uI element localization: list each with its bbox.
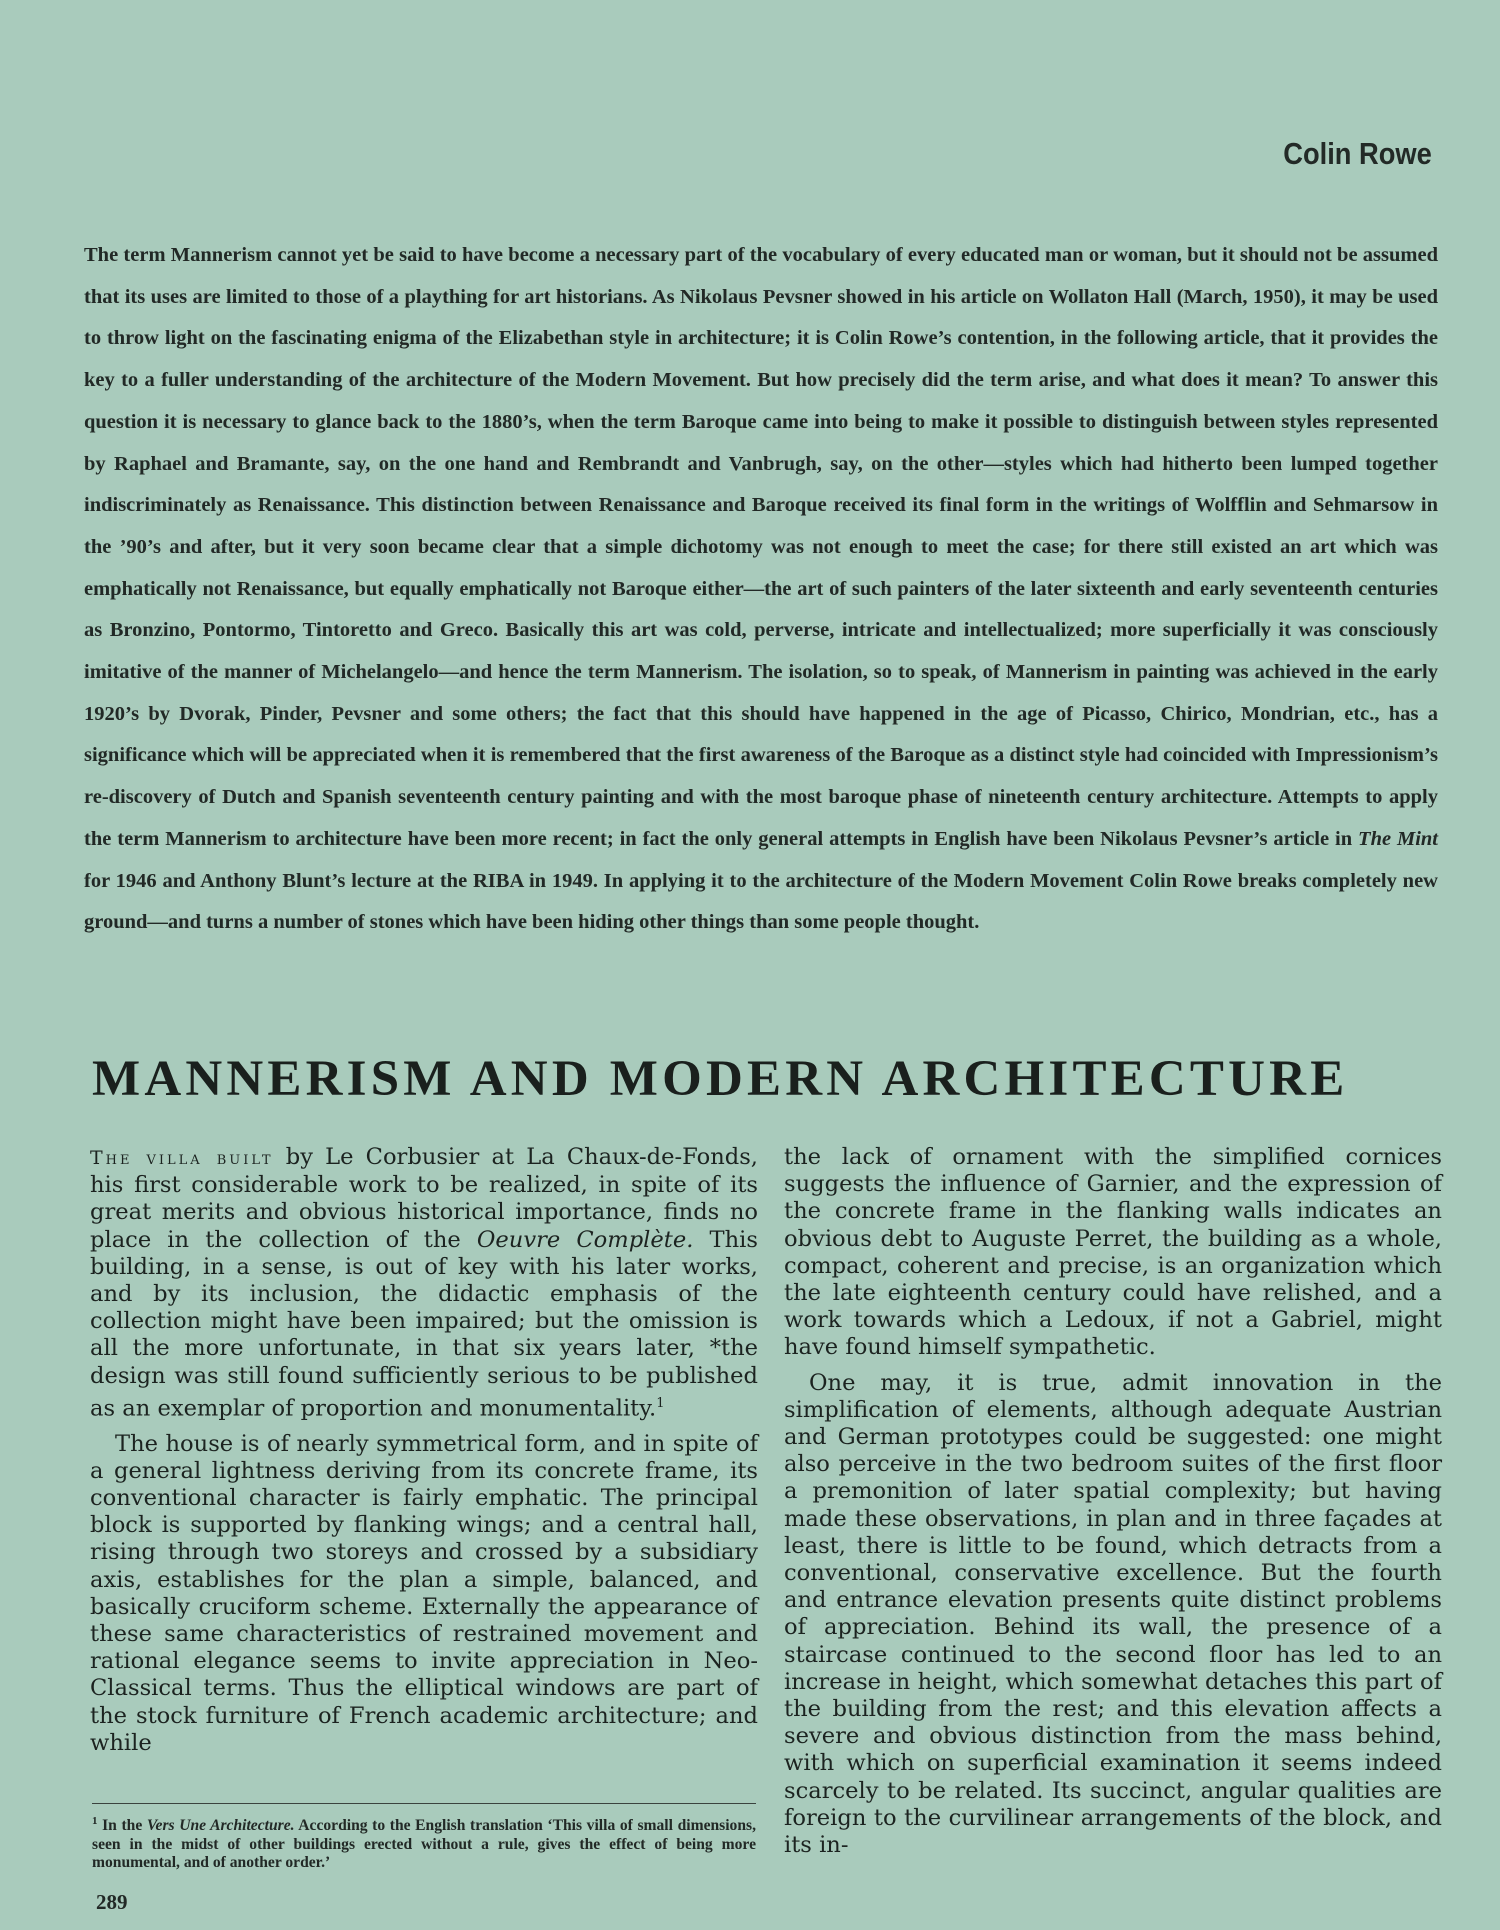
journal-title: The Mint xyxy=(1358,827,1439,850)
right-paragraph-1: the lack of ornament with the simplified cornices suggests the influence of Garnier, and the expression of the concrete frame in the flanking walls indicates an obvious debt to Auguste Perret, the building as a whole, compact, coherent and precise, is an organization which the late eighteenth century could have relished, and a work towards which a Ledoux, if not a Gabriel, might have found himself sympathetic. xyxy=(784,1144,1442,1361)
left-paragraph-1 xyxy=(90,1144,758,1423)
footnote-text: According to the English translation ‘This villa of small dimensions, seen in the midst of other buildings erected without a rule, gives the effect of being more monumental, and of another order.’ xyxy=(92,1817,756,1872)
intro-text-2: for 1946 and Anthony Blunt’s lecture at the RIBA in 1949. In applying it to the architecture of the Modern Movement Colin Rowe breaks completely new ground—and turns a number of stones which have been hiding other things than some people thought. xyxy=(84,869,1438,934)
intro-text-1: The term Mannerism cannot yet be said to have become a necessary part of the vocabulary of every educated man or woman, but it should not be assumed that its uses are limited to those of a plaything for art historians. As Nikolaus Pevsner showed in his article on Wollaton Hall (March, 1950), it may be used to throw light on the fascinating enigma of the Elizabethan style in architecture; it is Colin Rowe’s contention, in the following article, that it provides the key to a fuller understanding of the architecture of the Modern Movement. But how precisely did the term arise, and what does it mean? To answer this question it is necessary to glance back to the 1880’s, when the term Baroque came into being to make it possible to distinguish between styles represented by Raphael and Bramante, say, on the one hand and Rembrandt and Vanbrugh, say, on the other—styles which had hitherto been lumped together indiscriminately as Renaissance. This distinction between Renaissance and Baroque received its final form in the writings of Wolfflin and Sehmarsow in the ’90’s and after, but it very soon became clear that a simple dichotomy was not enough to meet the case; for there still existed an art which was emphatically not Renaissance, but equally emphatically not Baroque either—the art of such painters of the later sixteenth and early seventeenth centuries as Bronzino, Pontormo, Tintoretto and Greco. Basically this art was cold, perverse, intricate and intellectualized; more superficially it was consciously imitative of the manner of Michelangelo—and hence the term Mannerism. The isolation, so to speak, of Mannerism in painting was achieved in the early 1920’s by Dvorak, Pinder, Pevsner and some others; the fact that this should have happened in the age of Picasso, Chirico, Mondrian, etc., has a significance which will be appreciated when it is remembered that the first awareness of the Baroque as a distinct style had coincided with Impressionism’s re-discovery of Dutch and Spanish seventeenth century painting and with the most baroque phase of nineteenth century architecture. Attempts to apply the term Mannerism to architecture have been more recent; in fact the only general attempts in English have been Nikolaus Pevsner’s article in xyxy=(84,244,1438,850)
footnote-book: Vers Une Architecture. xyxy=(146,1817,295,1835)
page-number: 289 xyxy=(96,1890,128,1914)
footnote-pre: In the xyxy=(102,1817,143,1835)
intro-paragraph xyxy=(84,235,1438,944)
author-name: Colin Rowe xyxy=(1283,136,1432,171)
left-paragraph-2: The house is of nearly symmetrical form, and in spite of a general lightness deriving from its concrete frame, its conventional character is fairly emphatic. The principal block is supported by flanking wings; and a central hall, rising through two storeys and crossed by a subsidiary axis, establishes for the plan a simple, balanced, and basically cruciform scheme. Externally the appearance of these same characteristics of restrained movement and rational elegance seems to invite appreciation in Neo-Classical terms. Thus the elliptical windows are part of the stock furniture of French academic architecture; and while xyxy=(90,1430,758,1756)
column-right xyxy=(784,1144,1442,1859)
oeuvre-title: Oeuvre Complète. xyxy=(476,1226,694,1253)
footnote-divider xyxy=(92,1803,756,1804)
left-p1-text-b: This building, in a sense, is out of key with his later works, and by its inclusion, the didactic emphasis of the collection might have been impaired; but the omission is all the more unfortunate, in that six years later, *the design was still found sufficiently serious to be published as an exemplar of proportion and monumentality. xyxy=(90,1226,758,1422)
left-p1-text-a: by Le Corbusier at La Chaux-de-Fonds, his first considerable work to be realized, in spite of its great merits and obvious historical importance, finds no place in the collection of the xyxy=(90,1144,758,1253)
right-paragraph-2: One may, it is true, admit innovation in the simplification of elements, although adequate Austrian and German prototypes could be suggested: one might also perceive in the two bedroom suites of the first floor a premonition of later spatial complexity; but having made these observations, in plan and in three façades at least, there is little to be found, which detracts from a conventional, conservative excellence. But the fourth and entrance elevation presents quite distinct problems of appreciation. Behind its wall, the presence of a staircase continued to the second floor has led to an increase in height, which somewhat detaches this part of the building from the rest; and this elevation affects a severe and obvious distinction from the mass behind, with which on superficial examination it seems indeed scarcely to be related. Its succinct, angular qualities are foreign to the curvilinear arrangements of the block, and its in- xyxy=(784,1369,1442,1859)
footnote xyxy=(92,1812,756,1873)
lead-in: The villa built xyxy=(90,1147,274,1169)
article-title: MANNERISM AND MODERN ARCHITECTURE xyxy=(92,1051,1349,1107)
column-left xyxy=(90,1144,758,1757)
footnote-ref: 1 xyxy=(656,1395,665,1411)
footnote-mark: 1 xyxy=(92,1815,98,1827)
